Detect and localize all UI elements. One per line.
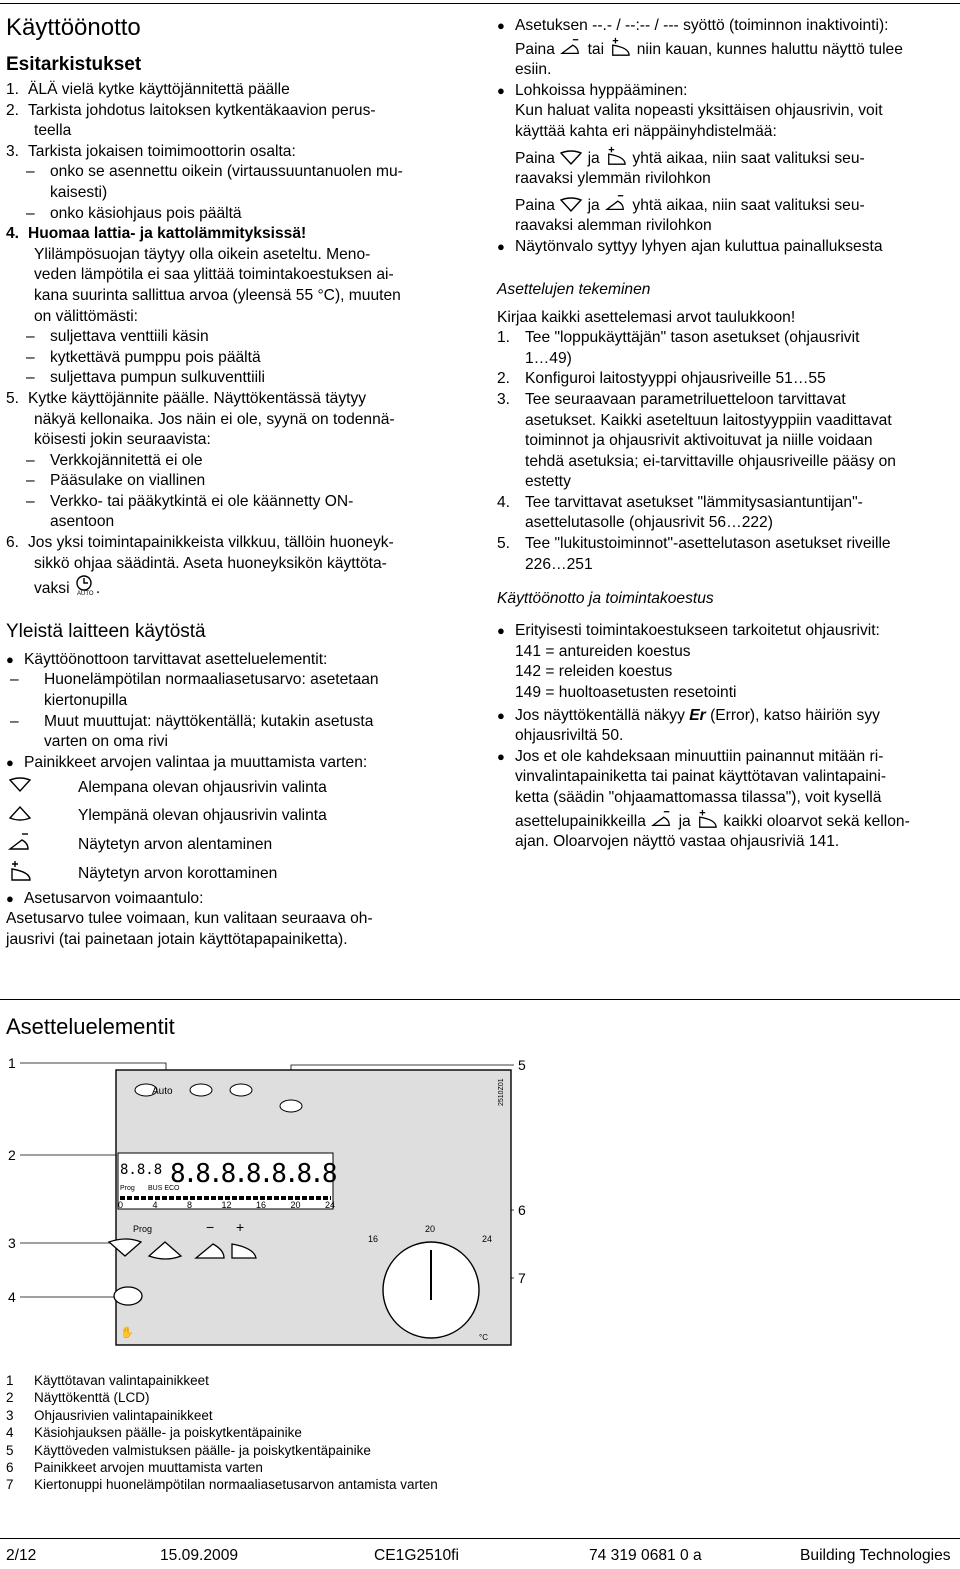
step-line: asetukset. Kaikki aseteltuun laitostyyppiin vaadittavat xyxy=(525,411,892,429)
mode-button-auto xyxy=(190,1084,212,1096)
bullet-item: ● Erityisesti toimintakoestukseen tarkoitetut ohjausrivit: xyxy=(497,622,880,640)
minus-button-icon xyxy=(604,193,628,213)
footer-divider xyxy=(0,1538,960,1539)
icon-row: Näytetyn arvon korottaminen xyxy=(6,860,466,889)
section-divider xyxy=(0,999,960,1000)
left-column: Käyttöönotto Esitarkistukset 1. ÄLÄ vielä kytke käyttöjännitettä päälle 2. Tarkista johdotus laitoksen kytkentäkaavion perus- teella 3. Tarkista jokaisen toimimoottorin osalta: – onko se asennettu oikein (virtaussuuntanuolen mu- kaisesti) – onko käsiohjaus pois päältä 4. Huomaa lattia- ja kattolämmityksissä! Ylilämpösuojan täytyy olla oikein aseteltu. Meno- veden lämpötila ei saa ylittää toimintakoestuksen ai- kana suurinta sallittua arvoa (yleensä 55 °C), muuten on välittömästi: – suljettava venttiili käsin – kytkettävä pumppu pois päältä – suljettava pumpun sulkuventtiili 5. Kytke käyttöjännite päälle. Näyttökentässä täytyy näkyä kellonaika. Jos näin ei ole, syynä on todennä- köisesti jokin seuraavista: – Verkkojännitettä ei ole – Pääsulake on viallinen – Verkko- tai pääkytkintä ei ole käännetty ON- asentoon 6. Jos yksi toimintapainikkeista vilkkuu, tällöin huoneyk- sikkö ohjaa säädintä. Aseta huoneyksikön käyttöta- vaksi AUTO . Yleistä laitteen käytöstä ● Käyttöönottoon tarvittavat asetteluelementit: – Huonelämpötilan normaaliasetusarvo: asetetaan kiertonupilla – Muut muuttujat: näyttökentällä; kutakin asetusta varten on oma rivi ● Painikkeet arvojen valintaa ja muuttamista varten: Alempana olevan ohjausrivin valinta Ylempänä olevan ohjausrivin valinta Näytetyn arvon alentaminen Näytetyn arvon korottaminen ● Asetusarvon voimaantulo: Asetusarvo tulee voimaan, kun valitaan seuraava oh- jausrivi (tai painetaan jotain käyttötapapainiketta). xyxy=(6,10,466,950)
drawing-code: 2510Z01 xyxy=(498,1078,505,1106)
list-item: 4. Huomaa lattia- ja kattolämmityksissä! xyxy=(6,225,307,243)
footer-page: 2/12 xyxy=(6,1547,37,1564)
plus-button-icon xyxy=(604,146,628,166)
lcd-prog-label: Prog xyxy=(120,1185,135,1192)
bullet-item: ● Lohkoissa hyppääminen: xyxy=(497,81,688,99)
list-item: 6. Jos yksi toimintapainikkeista vilkkuu, tällöin huoneyk- xyxy=(6,534,394,552)
callout-2: 2 xyxy=(8,1147,16,1163)
bullet-item: ● Painikkeet arvojen valintaa ja muuttamista varten: xyxy=(6,753,368,771)
diagram-legend xyxy=(6,1372,438,1494)
scale-label: 8 xyxy=(187,1200,193,1210)
arrow-down-button-icon xyxy=(559,197,583,213)
settings-elements-diagram xyxy=(6,1010,586,1350)
hot-water-button xyxy=(280,1100,302,1112)
prog-label: Prog xyxy=(133,1224,153,1234)
dash-item: – onko se asennettu oikein (virtaussuuntanuolen mu- xyxy=(26,163,403,181)
arrow-down-button-icon xyxy=(8,777,32,793)
step-line: toiminnot ja ohjausrivit aktivoituvat ja niille voidaan xyxy=(525,432,873,450)
plus-label: + xyxy=(236,1219,245,1235)
legend-item: 1 Käyttötavan valintapainikkeet xyxy=(6,1373,209,1388)
minus-button-icon xyxy=(8,831,32,853)
arrow-down-button-icon xyxy=(559,150,583,166)
minus-button-icon xyxy=(650,809,674,829)
callout-1: 1 xyxy=(8,1055,16,1071)
step-line: 3. Tee seuraavaan parametriluetteloon tarvittavat xyxy=(497,390,846,408)
bullet-item: ● Käyttöönottoon tarvittavat asetteluelementit: xyxy=(6,650,328,668)
dial-unit: °C xyxy=(479,1333,488,1342)
step-line: 4. Tee tarvittavat asetukset "lämmitysasiantuntijan"- xyxy=(497,493,863,511)
section-heading-general: Yleistä laitteen käytöstä xyxy=(6,620,206,642)
legend-item: 6 Painikkeet arvojen muuttamista varten xyxy=(6,1460,263,1476)
mode-button-3 xyxy=(230,1084,252,1096)
dial-tick-20: 20 xyxy=(425,1224,436,1234)
scale-label: 16 xyxy=(256,1200,267,1210)
right-column: ● Asetuksen --.- / --:-- / --- syöttö (toiminnon inaktivointi): Paina tai niin kauan, kunnes haluttu näyttö tulee esiin. ● Lohkoissa hyppääminen: Kun haluat valita nopeasti yksittäisen ohjausrivin, voit käyttää kahta eri näppäinyhdistelmää: Paina ja yhtä aikaa, niin saat valituksi seu- raavaksi ylemmän rivilohkon Paina ja yhtä aikaa, niin saat valituksi seu- raavaksi alemman rivilohkon ● Näytönvalo syttyy lyhyen ajan kuluttua painalluksesta Asettelujen tekeminen Kirjaa kaikki asettelemasi arvot taulukkoon! 1. Tee "loppukäyttäjän" tason asetukset (ohjausrivit 1…49) 2. Konfiguroi laitostyyppi ohjausriveille 51…55 3. Tee seuraavaan parametriluetteloon tarvittavat asetukset. Kaikki aseteltuun laitostyyppiin vaadittavat toiminnot ja ohjausrivit aktivoituvat ja niille voidaan tehdä asetuksia; ei-tarvittaville ohjausriveille pääsy on estetty 4. Tee tarvittavat asetukset "lämmitysasiantuntijan"- asettelutasolle (ohjausrivit 56…222) 5. Tee "lukitustoiminnot"-asettelutason asetukset riveille 226…251 Käyttöönotto ja toimintakoestus ● Erityisesti toimintakoestukseen tarkoitetut ohjausrivit: 141 = antureiden koestus 142 = releiden koestus 149 = huoltoasetusten resetointi ● Jos näyttökentällä näkyy Er (Error), katso häiriön syy ohjausriviltä 50. ● Jos et ole kahdeksaan minuuttiin painannut mitään ri- vinvalintapainiketta tai painat käyttötavan valintapaini- ketta (säädin "ohjaamattomassa tilassa"), voit kysellä asettelupainikkeilla ja kaikki oloarvot sekä kellon- ajan. Oloarvojen näyttö vastaa ohjausriviä 141. xyxy=(497,16,957,853)
step-line: tehdä asetuksia; ei-tarvittaville ohjausriveille pääsy on xyxy=(525,452,896,470)
scale-label: 12 xyxy=(221,1200,232,1210)
clock-auto-icon xyxy=(74,574,96,596)
lcd-small-digits: 8.8.8 xyxy=(120,1162,163,1178)
legend-item: 5 Käyttöveden valmistuksen päälle- ja poiskytkentäpainike xyxy=(6,1442,371,1458)
footer-company: Building Technologies xyxy=(800,1547,951,1564)
callout-7: 7 xyxy=(518,1270,526,1286)
page-title: Käyttöönotto xyxy=(6,14,141,41)
manual-mode-button xyxy=(114,1287,142,1305)
legend-item: 4 Käsiohjauksen päälle- ja poiskytkentäpainike xyxy=(6,1425,302,1441)
list-item: 5. Kytke käyttöjännite päälle. Näyttökentässä täytyy xyxy=(6,389,367,407)
minus-button-icon xyxy=(559,37,583,57)
dash-item: – suljettava pumpun sulkuventtiili xyxy=(26,369,265,387)
step-line: 2. Konfiguroi laitostyyppi ohjausriveille 51…55 xyxy=(497,370,826,388)
arrow-up-button-icon xyxy=(8,805,32,821)
dash-item: – suljettava venttiili käsin xyxy=(26,328,209,346)
legend-item: 7 Kiertonuppi huonelämpötilan normaaliasetusarvon antamista varten xyxy=(6,1477,438,1493)
scale-label: 4 xyxy=(152,1200,158,1210)
dash-item: – Verkko- tai pääkytkintä ei ole käännetty ON- xyxy=(26,492,354,510)
svg-text:AUTO: AUTO xyxy=(76,591,94,597)
step-line: 5. Tee "lukitustoiminnot"-asettelutason asetukset riveille xyxy=(497,535,891,553)
bullet-item: ● Näytönvalo syttyy lyhyen ajan kuluttua painalluksesta xyxy=(497,237,883,255)
device-drawing xyxy=(6,1010,586,1350)
dial-tick-16: 16 xyxy=(368,1234,379,1244)
step-line: 1…49) xyxy=(525,349,572,367)
list-item: 2. Tarkista johdotus laitoksen kytkentäkaavion perus- xyxy=(6,101,376,119)
top-rule xyxy=(0,3,960,4)
plus-button-icon xyxy=(695,809,719,829)
step-line: estetty xyxy=(525,473,571,491)
legend-item: 2 Näyttökenttä (LCD) xyxy=(6,1390,150,1406)
footer-code: 74 319 0681 0 a xyxy=(589,1547,702,1564)
hand-icon: ✋ xyxy=(120,1326,134,1339)
section-heading-checks: Esitarkistukset xyxy=(6,54,142,75)
lcd-big-digits: 8.8.8.8.8.8.8 xyxy=(170,1159,335,1189)
steps-list xyxy=(497,328,957,575)
dash-item: – onko käsiohjaus pois päältä xyxy=(26,204,242,222)
subheading-commissioning: Käyttöönotto ja toimintakoestus xyxy=(497,590,714,608)
legend-item: 3 Ohjausrivien valintapainikkeet xyxy=(6,1407,213,1423)
minus-label: − xyxy=(206,1219,215,1235)
subheading-settings: Asettelujen tekeminen xyxy=(497,280,651,298)
dash-item: – Verkkojännitettä ei ole xyxy=(26,451,203,469)
plus-button-icon xyxy=(8,860,32,882)
diagram-title: Asetteluelementit xyxy=(6,1014,175,1039)
step-line: 226…251 xyxy=(525,555,593,573)
callout-4: 4 xyxy=(8,1289,16,1305)
error-code: Er xyxy=(689,706,706,724)
icon-row: Alempana olevan ohjausrivin valinta xyxy=(6,773,466,802)
dash-item: – Pääsulake on viallinen xyxy=(26,472,206,490)
scale-label: 24 xyxy=(325,1200,336,1210)
scale-label: 20 xyxy=(290,1200,301,1210)
plus-button-icon xyxy=(608,37,632,57)
dial-tick-24: 24 xyxy=(482,1234,493,1244)
bullet-item: ● Asetusarvon voimaantulo: xyxy=(6,889,204,907)
step-line: 1. Tee "loppukäyttäjän" tason asetukset (ohjausrivit xyxy=(497,329,860,347)
auto-label: Auto xyxy=(152,1086,173,1097)
dash-item: – kytkettävä pumppu pois päältä xyxy=(26,348,261,366)
bullet-item: ● Jos et ole kahdeksaan minuuttiin painannut mitään ri- xyxy=(497,747,884,765)
callout-3: 3 xyxy=(8,1235,16,1251)
lcd-bus-eco-label: BUS ECO xyxy=(148,1185,180,1192)
list-item: 3. Tarkista jokaisen toimimoottorin osalta: xyxy=(6,142,296,160)
footer-date: 15.09.2009 xyxy=(160,1547,239,1564)
bullet-item: ● Jos näyttökentällä näkyy Er (Error), katso häiriön syy xyxy=(497,706,880,724)
list-item: 1. ÄLÄ vielä kytke käyttöjännitettä päälle xyxy=(6,81,290,98)
footer-doc: CE1G2510fi xyxy=(374,1547,459,1564)
icon-row: Näytetyn arvon alentaminen xyxy=(6,831,466,860)
dash-item: – Huonelämpötilan normaaliasetusarvo: asetetaan xyxy=(10,671,379,689)
bullet-item: ● Asetuksen --.- / --:-- / --- syöttö (toiminnon inaktivointi): xyxy=(497,17,889,34)
callout-6: 6 xyxy=(518,1202,526,1218)
callout-5: 5 xyxy=(518,1057,526,1073)
dash-item: – Muut muuttujat: näyttökentällä; kutakin asetusta xyxy=(10,712,374,730)
step-line: asettelutasolle (ohjausrivit 56…222) xyxy=(525,514,773,532)
icon-row: Ylempänä olevan ohjausrivin valinta xyxy=(6,802,466,831)
scale-label: 0 xyxy=(118,1200,124,1210)
